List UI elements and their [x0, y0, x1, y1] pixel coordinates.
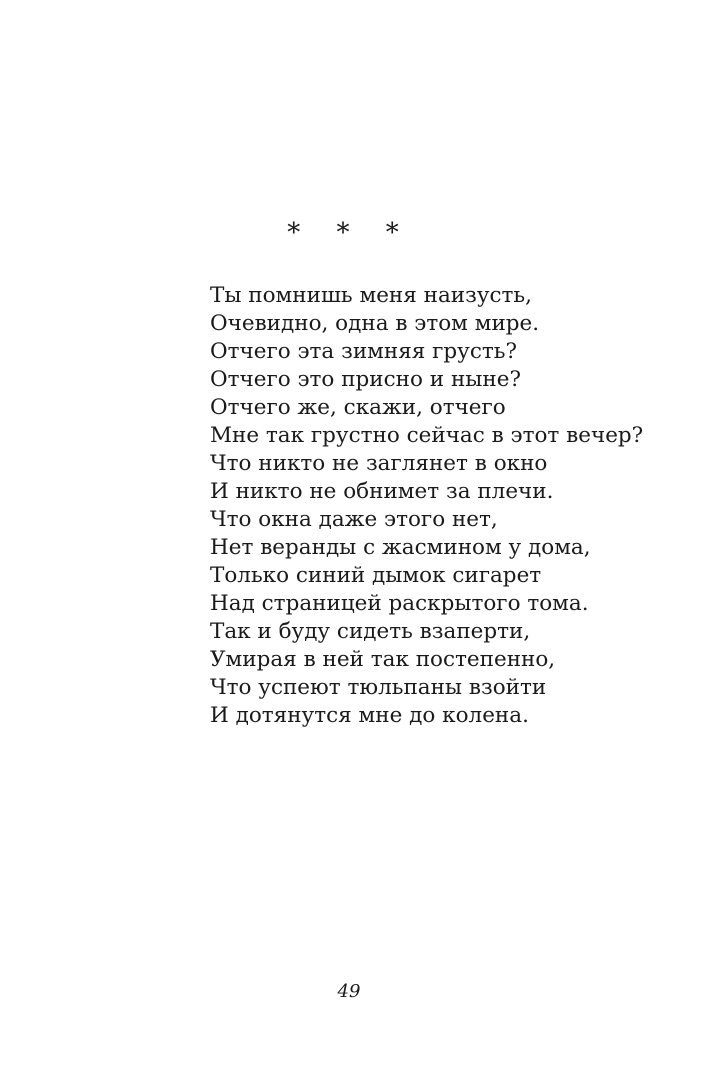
poem-line: Отчего эта зимняя грусть?	[210, 339, 518, 364]
poem-line: Нет веранды с жасмином у дома,	[210, 535, 591, 560]
poem-line: Так и буду сидеть взаперти,	[210, 619, 531, 644]
poem-line: И дотянутся мне до колена.	[210, 703, 529, 728]
poem-line: Мне так грустно сейчас в этот вечер?	[210, 423, 644, 448]
poem-line: Умирая в ней так постепенно,	[210, 647, 556, 672]
poem-line: Над страницей раскрытого тома.	[210, 591, 589, 616]
poem-line: Очевидно, одна в этом мире.	[210, 311, 540, 336]
poem-line: Что успеют тюльпаны взойти	[210, 675, 547, 700]
poem-line: Отчего же, скажи, отчего	[210, 395, 506, 420]
poem-line: Ты помнишь меня наизусть,	[210, 283, 532, 308]
poem-line: Отчего это присно и ныне?	[210, 367, 521, 392]
section-separator: * * *	[287, 218, 413, 248]
poem-line: Что никто не заглянет в окно	[210, 451, 548, 476]
poem-line: Что окна даже этого нет,	[210, 507, 498, 532]
poem-line: И никто не обнимет за плечи.	[210, 479, 554, 504]
poem-line: Только синий дымок сигарет	[210, 563, 542, 588]
poem-stanza	[210, 282, 690, 730]
page-number: 49	[337, 981, 361, 1002]
